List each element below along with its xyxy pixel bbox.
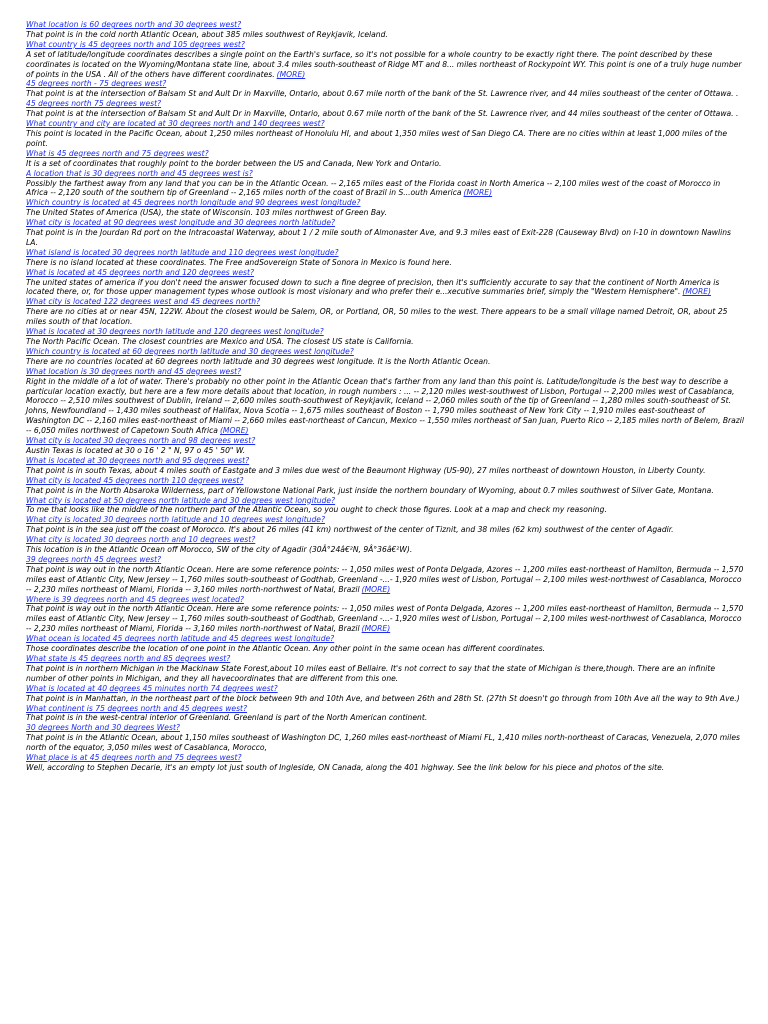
answer-text bbox=[26, 30, 744, 40]
answer-text bbox=[26, 446, 744, 456]
answer-text bbox=[26, 307, 744, 327]
question-link[interactable]: What state is 45 degrees north and 85 degrees west? bbox=[26, 654, 231, 663]
qa-entry bbox=[26, 753, 744, 773]
answer-text bbox=[26, 89, 744, 99]
answer-body: That point is in south Texas, about 4 miles south of Eastgate and 3 miles due west of the Beaumont Highway (US-90), 27 miles northeast of downtown Houston, in Liberty County. bbox=[26, 465, 706, 475]
question-link[interactable]: 45 degrees north - 75 degrees west? bbox=[26, 79, 167, 89]
more-link[interactable]: (MORE) bbox=[682, 287, 711, 297]
more-link[interactable]: (MORE) bbox=[361, 624, 391, 634]
qa-entry bbox=[26, 595, 744, 635]
qa-entry bbox=[26, 327, 744, 347]
question-link[interactable]: Which country is located at 60 degrees north latitude and 30 degrees west longitude? bbox=[26, 346, 354, 356]
answer-body: That point is at the intersection of Balsam St and Ault Dr in Maxville, Ontario, about 0.67 mile north of the bank of the St. Lawrence river, and 44 miles southeast of the center of Ottawa. . bbox=[26, 89, 739, 99]
answer-body: That point is in the cold north Atlantic Ocean, about 385 miles southwest of Reykjavik, Iceland. bbox=[26, 29, 388, 39]
answer-body: Possibly the farthest away from any land that you can be in the Atlantic Ocean. -- 2,165 miles east of the Florida coast in North America -- 2,100 miles west of the coast of Morocco in Africa -- 2,120 south of the southern tip of Greenland -- 2,165 miles north of the coast of Brazil in S...outh America bbox=[26, 178, 721, 198]
qa-entry bbox=[26, 476, 744, 496]
qa-entry bbox=[26, 654, 744, 684]
answer-body: To me that looks like the middle of the northern part of the Atlantic Ocean, so you ought to check those figures. Look at a map and check my reasoning. bbox=[26, 505, 607, 515]
question-link[interactable]: What is located at 30 degrees north latitude and 120 degrees west longitude? bbox=[26, 327, 324, 337]
answer-text bbox=[26, 604, 744, 634]
qa-entry bbox=[26, 248, 744, 268]
answer-body: That point is in northern Michigan in the Mackinaw State Forest,about 10 miles east of Bellaire. It's not correct to say that the state of Michigan is there,though. There are an infinite number of other points in Michigan, and they all havecoordinates that are different from this one. bbox=[26, 663, 716, 683]
answer-body: The united states of america if you don't need the answer focused down to such a fine degree of precision, then it's sufficiently accurate to say that the continent of North America is located there, or, for those upper management types whose outlook is most visionary and who prefer their e...xecutive summaries brief, simply the "Western Hemisphere". bbox=[26, 277, 720, 297]
question-link[interactable]: 45 degrees north 75 degrees west? bbox=[26, 99, 162, 109]
qa-entry bbox=[26, 496, 744, 516]
qa-entry bbox=[26, 704, 744, 724]
question-link[interactable]: What city is located 45 degrees north 110 degrees west? bbox=[26, 475, 244, 485]
answer-body: That point is in the sea just off the coast of Morocco. It's about 26 miles (41 km) northwest of the center of Tiznit, and 38 miles (62 km) southwest of the center of Agadir. bbox=[26, 525, 674, 535]
more-link[interactable]: (MORE) bbox=[276, 69, 306, 79]
answer-body: This location is in the Atlantic Ocean off Morocco, SW of the city of Agadir (30Â°24â€²N, 9Â°36â€²W). bbox=[26, 545, 413, 555]
question-link[interactable]: 30 degrees North and 30 degrees West? bbox=[26, 723, 180, 733]
answer-text bbox=[26, 179, 744, 199]
answer-text bbox=[26, 525, 744, 535]
answer-body: There is no island located at these coordinates. The Free andSovereign State of Sonora in Mexico is found here. bbox=[26, 257, 452, 267]
answer-text bbox=[26, 733, 744, 753]
question-link[interactable]: What country is 45 degrees north and 105 degrees west? bbox=[26, 39, 245, 49]
answer-text bbox=[26, 129, 744, 149]
answer-text bbox=[26, 377, 744, 436]
answer-body: Well, according to Stephen Decarie, it's an empty lot just south of Ingleside, ON Canada, along the 401 highway. See the link below for his piece and photos of the site. bbox=[26, 762, 665, 772]
question-link[interactable]: What is located at 40 degrees 45 minutes north 74 degrees west? bbox=[26, 683, 278, 693]
answer-body: There are no cities at or near 45N, 122W. About the closest would be Salem, OR, or Portland, OR, 50 miles to the west. There appears to be a small village named Detroit, OR, about 25 miles south of that location. bbox=[26, 307, 728, 327]
answer-body: A set of latitude/longitude coordinates describes a single point on the Earth's surface, so it's not possible for a whole country to be exactly right there. The point described by these coordinates is located on the Wyoming/Montana state line, about 3.4 miles south-southeast of Ridge MT and 8... miles northeast of Rockypoint WY. This point is one of a truly huge number of points in the USA . All of the others have different coordinates. bbox=[26, 49, 742, 79]
question-link[interactable]: A location that is 30 degrees north and 45 degrees west is? bbox=[26, 168, 253, 178]
answer-text bbox=[26, 337, 744, 347]
qa-entry bbox=[26, 20, 744, 40]
answer-text bbox=[26, 664, 744, 684]
question-link[interactable]: What city is located 122 degrees west and 45 degrees north? bbox=[26, 297, 261, 307]
question-link[interactable]: What city is located 30 degrees north latitude and 10 degrees west longitude? bbox=[26, 515, 326, 525]
answer-body: That point is at the intersection of Balsam St and Ault Dr in Maxville, Ontario, about 0.67 mile north of the bank of the St. Lawrence river, and 44 miles southeast of the center of Ottawa. . bbox=[26, 109, 739, 119]
answer-body: That point is in the Jourdan Rd port on the Intracoastal Waterway, about 1 / 2 mile south of Almonaster Ave, and 9.3 miles east of Exit-228 (Causeway Blvd) on I-10 in downtown Nawlins LA. bbox=[26, 228, 731, 247]
qa-entry bbox=[26, 684, 744, 704]
question-link[interactable]: What is 45 degrees north and 75 degrees west? bbox=[26, 148, 209, 158]
question-link[interactable]: What location is 60 degrees north and 30 degrees west? bbox=[26, 20, 242, 29]
qa-entry bbox=[26, 535, 744, 555]
qa-entry bbox=[26, 347, 744, 367]
answer-text bbox=[26, 357, 744, 367]
answer-text bbox=[26, 486, 744, 496]
question-link[interactable]: 39 degrees north 45 degrees west? bbox=[26, 554, 162, 564]
question-link[interactable]: What city is located 30 degrees north and 10 degrees west? bbox=[26, 535, 256, 545]
answer-body: This point is located in the Pacific Ocean, about 1,250 miles northeast of Honolulu HI, and about 1,350 miles west of San Diego CA. There are no cities within at least 1,000 miles of the point. bbox=[26, 128, 728, 148]
question-link[interactable]: What country and city are located at 30 degrees north and 140 degrees west? bbox=[26, 119, 325, 129]
qa-list bbox=[26, 20, 744, 773]
question-link[interactable]: What location is 30 degrees north and 45 degrees west? bbox=[26, 366, 242, 376]
answer-text bbox=[26, 228, 744, 248]
question-link[interactable]: What is located at 30 degrees north and 95 degrees west? bbox=[26, 455, 250, 465]
question-link[interactable]: What place is at 45 degrees north and 75 degrees west? bbox=[26, 753, 242, 763]
qa-entry bbox=[26, 99, 744, 119]
answer-text bbox=[26, 694, 744, 704]
question-link[interactable]: What city is located at 50 degrees north latitude and 30 degrees west longitude? bbox=[26, 495, 336, 505]
answer-body: Those coordinates describe the location of one point in the Atlantic Ocean. Any other point in the same ocean has different coordinates. bbox=[26, 644, 546, 654]
answer-body: The United States of America (USA), the state of Wisconsin. 103 miles northwest of Green Bay. bbox=[26, 208, 388, 218]
qa-entry bbox=[26, 169, 744, 199]
qa-entry bbox=[26, 218, 744, 248]
answer-body: It is a set of coordinates that roughly point to the border between the US and Canada, New York and Ontario. bbox=[26, 158, 442, 168]
answer-body: The North Pacific Ocean. The closest countries are Mexico and USA. The closest US state is California. bbox=[26, 337, 414, 346]
qa-entry bbox=[26, 436, 744, 456]
more-link[interactable]: (MORE) bbox=[361, 584, 391, 594]
answer-text bbox=[26, 50, 744, 80]
question-link[interactable]: What is located at 45 degrees north and 120 degrees west? bbox=[26, 267, 254, 277]
qa-entry bbox=[26, 79, 744, 99]
qa-entry bbox=[26, 634, 744, 654]
answer-body: That point is in the Atlantic Ocean, about 1,150 miles southeast of Washington DC, 1,260 miles east-northeast of Miami FL, 1,410 miles north-northeast of Caracas, Venezuela, 2,070 miles north of the equator, 3,050 miles west of Casablanca, Morocco, bbox=[26, 733, 741, 753]
answer-text bbox=[26, 159, 744, 169]
answer-text bbox=[26, 565, 744, 595]
answer-text bbox=[26, 208, 744, 218]
answer-text bbox=[26, 763, 744, 773]
answer-text bbox=[26, 258, 744, 268]
qa-entry bbox=[26, 723, 744, 753]
qa-entry bbox=[26, 119, 744, 149]
answer-body: Right in the middle of a lot of water. There's probably no other point in the Atlantic Ocean that's farther from any land than this point is. Latitude/longitude is the best way to describe a particular location exactly, but here are a few more details about that location, in rough numbers : ... -- 2,120 miles west-southwest of Lisbon, Portugal -- 2,200 miles west of Casablanca, Morocco -- 2,510 miles southwest of Dublin, Ireland -- 2,600 miles south-southwest of Reykjavik, Iceland -- 2,060 miles south of the tip of Greenland -- 1,280 miles south-southeast of St. Johns, Newfoundland -- 1,430 miles southeast of Halifax, Nova Scotia -- 1,675 miles southeast of Boston -- 1,790 miles southeast of New York City -- 1,910 miles east-southeast of Washington DC -- 2,160 miles east-northeast of Miami -- 2,660 miles east-northeast of Cancun, Mexico -- 1,550 miles northeast of San Juan, Puerto Rico -- 2,185 miles north of Belem, Brazil -- 6,050 miles northwest of Capetown South Africa bbox=[26, 376, 745, 436]
answer-body: That point is way out in the north Atlantic Ocean. Here are some reference points: -- 1,050 miles west of Ponta Delgada, Azores -- 1,200 miles east-northeast of Hamilton, Bermuda -- 1,570 miles east of Atlantic City, New Jersey -- 1,760 miles south-southeast of Godthab, Greenland -...- 1,920 miles west of Lisbon, Portugal -- 2,100 miles west-northwest of Casablanca, Morocco -- 2,230 miles northeast of Miami, Florida -- 3,160 miles north-northwest of Natal, Brazil bbox=[26, 564, 744, 594]
question-link[interactable]: What continent is 75 degrees north and 45 degrees west? bbox=[26, 703, 248, 713]
question-link[interactable]: Which country is located at 45 degrees north longitude and 90 degrees west longitude? bbox=[26, 198, 361, 208]
answer-text bbox=[26, 505, 744, 515]
answer-body: That point is in the North Absaroka Wilderness, part of Yellowstone National Park, just inside the northern boundary of Wyoming, about 0.7 miles southwest of Silver Gate, Montana. bbox=[26, 485, 714, 495]
question-link[interactable]: What city is located 30 degrees north and 98 degrees west? bbox=[26, 436, 256, 446]
answer-body: That point is in Manhattan, in the northeast part of the block between 9th and 10th Ave, and between 26th and 28th St. (27th St doesn't go through from 10th Ave all the way to 9th Ave.) bbox=[26, 693, 740, 703]
question-link[interactable]: What city is located at 90 degrees west longitude and 30 degrees north latitude? bbox=[26, 218, 336, 228]
qa-entry bbox=[26, 40, 744, 80]
answer-body: There are no countries located at 60 degrees north latitude and 30 degrees west longitude. It is the North Atlantic Ocean. bbox=[26, 356, 491, 366]
qa-entry bbox=[26, 555, 744, 595]
answer-text bbox=[26, 109, 744, 119]
qa-entry bbox=[26, 456, 744, 476]
question-link[interactable]: Where is 39 degrees north and 45 degrees west located? bbox=[26, 594, 244, 604]
qa-entry bbox=[26, 268, 744, 298]
answer-body: That point is way out in the north Atlantic Ocean. Here are some reference points: -- 1,050 miles west of Ponta Delgada, Azores -- 1,200 miles east-northeast of Hamilton, Bermuda -- 1,570 miles east of Atlantic City, New Jersey -- 1,760 miles south-southeast of Godthab, Greenland -...- 1,920 miles west of Lisbon, Portugal -- 2,100 miles west-northwest of Casablanca, Morocco -- 2,230 miles northeast of Miami, Florida -- 3,160 miles north-northwest of Natal, Brazil bbox=[26, 604, 744, 634]
answer-body: That point is in the west-central interior of Greenland. Greenland is part of the North American continent. bbox=[26, 713, 428, 723]
qa-entry bbox=[26, 198, 744, 218]
answer-text bbox=[26, 466, 744, 476]
question-link[interactable]: What island is located 30 degrees north latitude and 110 degrees west longitude? bbox=[26, 247, 339, 257]
qa-entry bbox=[26, 149, 744, 169]
answer-text bbox=[26, 644, 744, 654]
answer-body: Austin Texas is located at 30 o 16 ' 2 " N, 97 o 45 ' 50" W. bbox=[26, 445, 246, 455]
answer-text bbox=[26, 545, 744, 555]
question-link[interactable]: What ocean is located 45 degrees north latitude and 45 degrees west longitude? bbox=[26, 634, 335, 644]
more-link[interactable]: (MORE) bbox=[219, 426, 249, 436]
qa-entry bbox=[26, 367, 744, 436]
answer-text bbox=[26, 278, 744, 298]
qa-entry bbox=[26, 515, 744, 535]
more-link[interactable]: (MORE) bbox=[463, 188, 493, 198]
answer-text bbox=[26, 713, 744, 723]
qa-entry bbox=[26, 297, 744, 327]
